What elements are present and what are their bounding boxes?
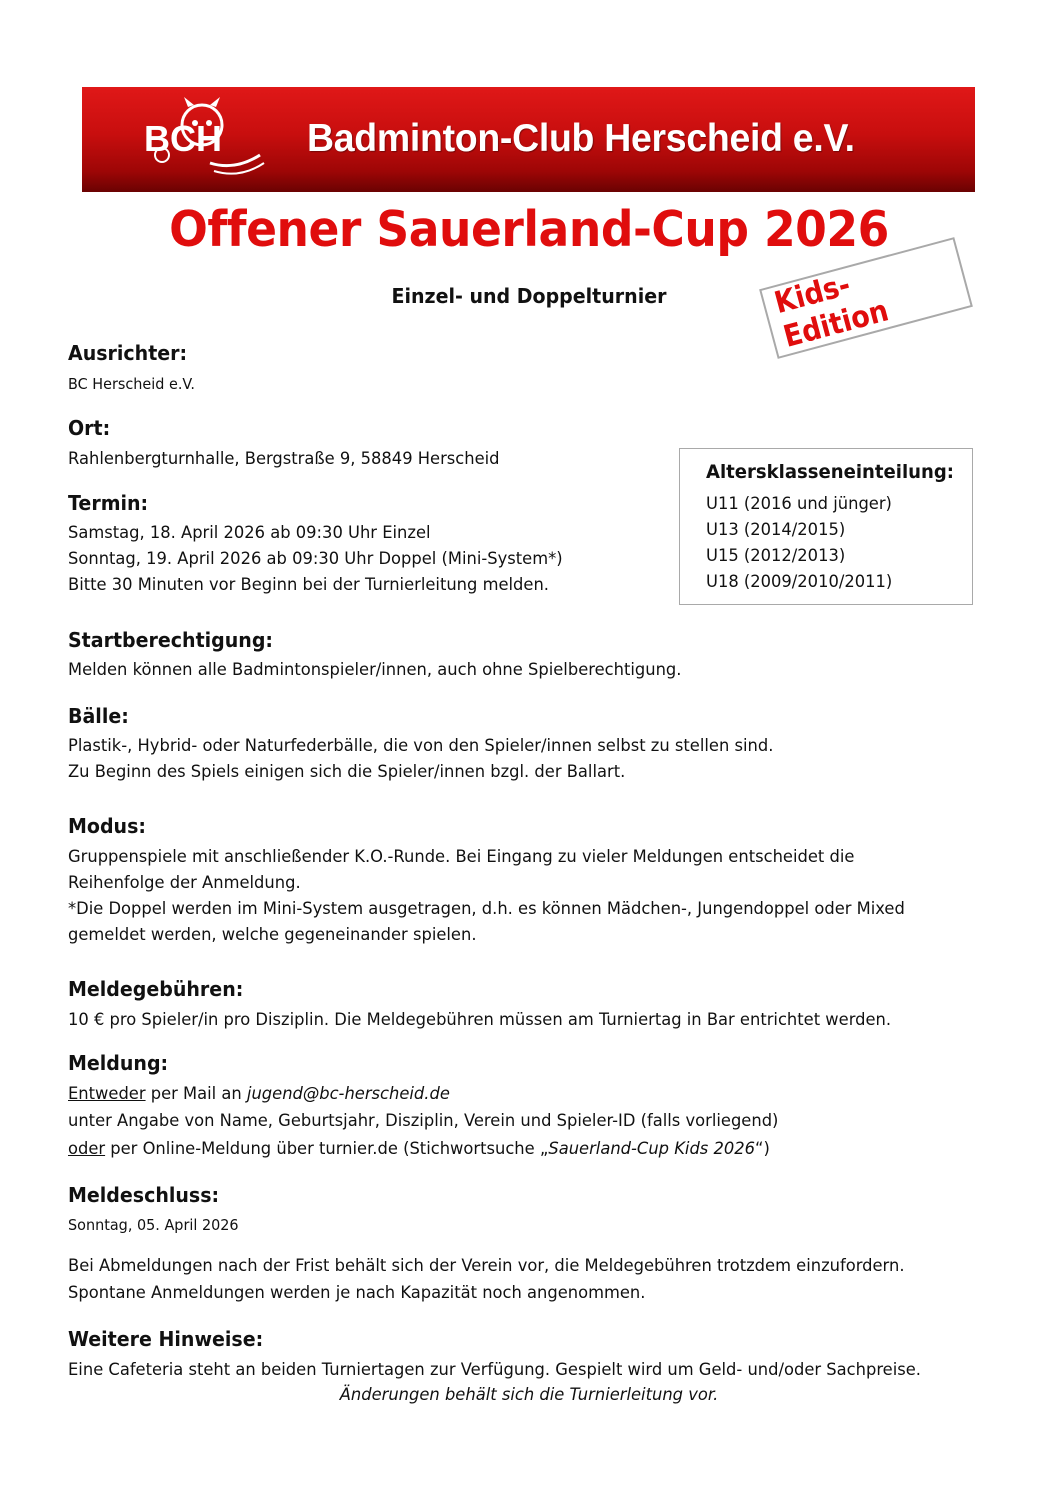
age-class-item: U13 (2014/2015) [706,520,846,540]
page-subtitle: Einzel- und Doppelturnier [391,284,667,308]
stamp-text: Kids-Edition [770,267,893,355]
termin-line-1: Samstag, 18. April 2026 ab 09:30 Uhr Einzel [68,523,431,543]
heading-ort: Ort: [68,416,111,440]
meldung-line-2: unter Angabe von Name, Geburtsjahr, Disziplin, Verein und Spieler-ID (falls vorliegend) [68,1111,779,1131]
club-logo [140,93,270,183]
meldung-mail-text: per Mail an [145,1084,247,1104]
heading-startberechtigung: Startberechtigung: [68,628,274,652]
meldeschluss-line-1: Bei Abmeldungen nach der Frist behält sich der Verein vor, die Meldegebühren trotzdem einzufordern. [68,1256,905,1276]
heading-meldeschluss: Meldeschluss: [68,1183,220,1207]
modus-line-4: gemeldet werden, welche gegeneinander spielen. [68,925,477,945]
startberechtigung-text: Melden können alle Badmintonspieler/innen, auch ohne Spielberechtigung. [68,660,682,680]
age-class-heading: Altersklasseneinteilung: [706,461,954,483]
changes-note: Änderungen behält sich die Turnierleitung vor. [339,1385,719,1405]
baelle-line-2: Zu Beginn des Spiels einigen sich die Spieler/innen bzgl. der Ballart. [68,762,626,782]
meldung-line-3 [68,1136,770,1162]
contact-email-link[interactable]: jugend@bc-herscheid.de [246,1084,450,1104]
meldegebuehren-text: 10 € pro Spieler/in pro Disziplin. Die Meldegebühren müssen am Turniertag in Bar entrichtet werden. [68,1010,892,1030]
heading-baelle: Bälle: [68,704,129,728]
heading-weitere-hinweise: Weitere Hinweise: [68,1327,264,1351]
meldung-close-quote: “) [755,1139,770,1159]
logo-text: BCH [144,118,222,159]
heading-ausrichter: Ausrichter: [68,341,188,365]
age-class-box [679,448,973,605]
modus-line-3: *Die Doppel werden im Mini-System ausgetragen, d.h. es können Mädchen-, Jungendoppel oder Mixed [68,899,905,919]
meldung-entweder: Entweder [68,1084,146,1104]
hinweise-text: Eine Cafeteria steht an beiden Turniertagen zur Verfügung. Gespielt wird um Geld- und/oder Sachpreise. [68,1360,921,1380]
age-class-item: U15 (2012/2013) [706,546,846,566]
meldung-oder: oder [68,1139,106,1159]
age-class-item: U11 (2016 und jünger) [706,494,892,514]
ausrichter-text: BC Herscheid e.V. [68,375,196,393]
meldung-online-text: per Online-Meldung über turnier.de (Stichwortsuche „ [105,1139,549,1159]
age-class-list [706,491,900,595]
meldung-search-term: Sauerland-Cup Kids 2026 [548,1139,756,1159]
meldung-line-1 [68,1081,450,1107]
club-banner [82,87,975,192]
heading-meldung: Meldung: [68,1051,169,1075]
modus-line-1: Gruppenspiele mit anschließender K.O.-Runde. Bei Eingang zu vieler Meldungen entscheidet die [68,847,855,867]
age-class-item: U18 (2009/2010/2011) [706,572,893,592]
ort-text: Rahlenbergturnhalle, Bergstraße 9, 58849 Herscheid [68,449,500,469]
page-title: Offener Sauerland-Cup 2026 [169,201,889,258]
heading-termin: Termin: [68,491,149,515]
termin-line-2: Sonntag, 19. April 2026 ab 09:30 Uhr Doppel (Mini-System*) [68,549,563,569]
termin-line-3: Bitte 30 Minuten vor Beginn bei der Turnierleitung melden. [68,575,549,595]
modus-line-2: Reihenfolge der Anmeldung. [68,873,301,893]
meldeschluss-date: Sonntag, 05. April 2026 [68,1216,239,1234]
club-name: Badminton-Club Herscheid e.V. [307,117,855,160]
heading-meldegebuehren: Meldegebühren: [68,977,244,1001]
baelle-line-1: Plastik-, Hybrid- oder Naturfederbälle, die von den Spieler/innen selbst zu stellen sind. [68,736,774,756]
meldeschluss-line-2: Spontane Anmeldungen werden je nach Kapazität noch angenommen. [68,1283,646,1303]
heading-modus: Modus: [68,814,147,838]
